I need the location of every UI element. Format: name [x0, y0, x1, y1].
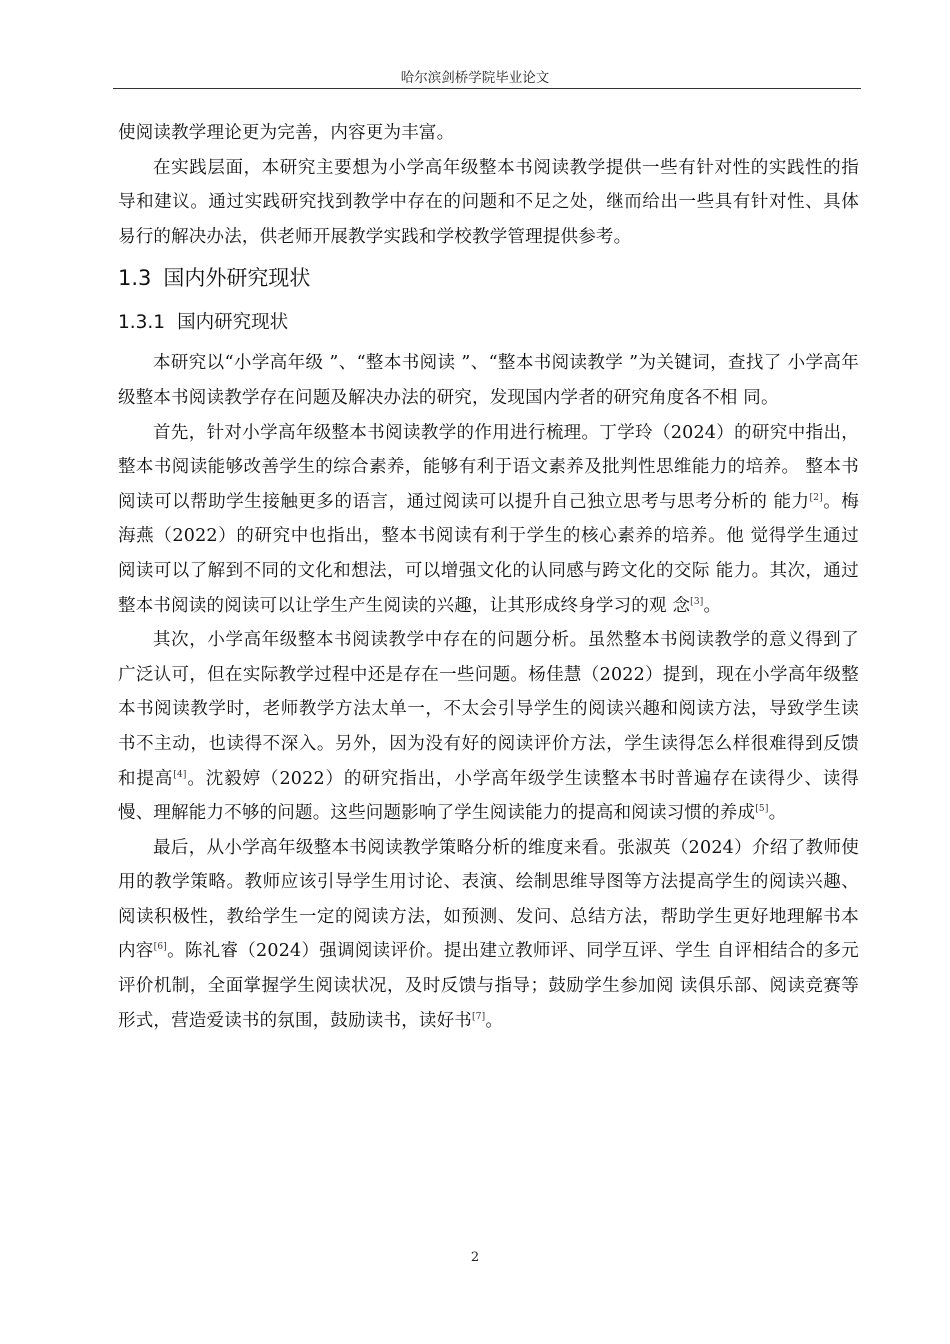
paragraph-text: 。陈礼睿（2024）强调阅读评价。提出建立教师评、同学互评、学生 自评相结合的多元评价机制，全面掌握学生阅读状况，及时反馈与指导；鼓励学生参加阅 读俱乐部、阅读竞赛等形式，营造爱读书的氛围，鼓励读书，读好书: [118, 941, 860, 1031]
paragraph-practice: 在实践层面，本研究主要想为小学高年级整本书阅读教学提供一些有针对性的实践性的指导和建议。通过实践研究找到教学中存在的问题和不足之处，继而给出一些具有针对性、具体易行的解决办法，供老师开展教学实践和学校教学管理提供参考。: [118, 157, 859, 247]
paragraph-text: 其次，小学高年级整本书阅读教学中存在的问题分析。虽然整本书阅读教学的意义得到了广泛认可，但在实际教学过程中还是存在一些问题。杨佳慧（2022）提到，现在小学高年级整本书阅读教学时，老师教学方法太单一，不太会引导学生的阅读兴趣和阅读方法，导致学生读书不主动，也读得不深入。另外，因为没有好的阅读评价方法，学生读得怎么样很难得到反馈和提高: [118, 630, 859, 789]
paragraph-keywords: 本研究以“小学高年级 ”、“整本书阅读 ”、“整本书阅读教学 ”为关键词，查找了 小学高年级整本书阅读教学存在问题及解决办法的研究，发现国内学者的研究角度各不相 同。: [118, 353, 859, 408]
page-number: 2: [470, 1250, 480, 1265]
paragraph-text: 最后，从小学高年级整本书阅读教学策略分析的维度来看。张淑英（2024）介绍了教师使用的教学策略。教师应该引导学生用讨论、表演、绘制思维导图等方法提高学生的阅读兴趣、阅读积极性，教给学生一定的阅读方法，如预测、发问、总结方法，帮助学生更好地理解书本内容: [118, 837, 859, 962]
section-heading: [118, 258, 859, 298]
paragraph-role: [118, 416, 859, 624]
subsection-number: 1.3.1: [118, 312, 166, 334]
paragraph-text: 。: [485, 1010, 504, 1031]
paragraph-problems: [118, 623, 859, 831]
paragraph-text: 。梅海燕（2022）的研究中也指出，整本书阅读有利于学生的核心素养的培养。他 觉得学生通过阅读可以了解到不同的文化和想法，可以增强文化的认同感与跨文化的交际 能力。其次，通过整本书阅读的阅读可以让学生产生阅读的兴趣，让其形成终身学习的观 念: [118, 491, 859, 616]
citation-ref: [3]: [690, 596, 704, 607]
document-body: [118, 116, 859, 1038]
paragraph-continuation: 使阅读教学理论更为完善，内容更为丰富。: [118, 123, 455, 143]
section-number: 1.3: [118, 266, 152, 291]
subsection-heading: [118, 304, 859, 342]
citation-ref: [6]: [153, 942, 167, 953]
citation-ref: [7]: [472, 1011, 486, 1022]
paragraph-text: 。沈毅婷（2022）的研究指出，小学高年级学生读整本书时普遍存在读得少、读得慢、理解能力不够的问题。这些问题影响了学生阅读能力的提高和阅读习惯的养成: [118, 768, 859, 824]
citation-ref: [5]: [755, 804, 769, 815]
paragraph-text: 首先，针对小学高年级整本书阅读教学的作用进行梳理。丁学玲（2024）的研究中指出，整本书阅读能够改善学生的综合素养，能够有利于语文素养及批判性思维能力的培养。 整本书阅读可以帮助学生接触更多的语言，通过阅读可以提升自己独立思考与思考分析的 能力: [118, 422, 859, 512]
running-header: 哈尔滨剑桥学院毕业论文: [400, 70, 550, 86]
section-title: 国内外研究现状: [163, 266, 311, 291]
citation-ref: [2]: [809, 492, 823, 503]
subsection-title: 国内研究现状: [177, 312, 289, 334]
paragraph-text: 。: [703, 595, 722, 616]
citation-ref: [4]: [173, 769, 187, 780]
paragraph-text: 。: [768, 803, 787, 824]
header-rule: [113, 88, 861, 89]
paragraph-strategies: [118, 831, 859, 1039]
